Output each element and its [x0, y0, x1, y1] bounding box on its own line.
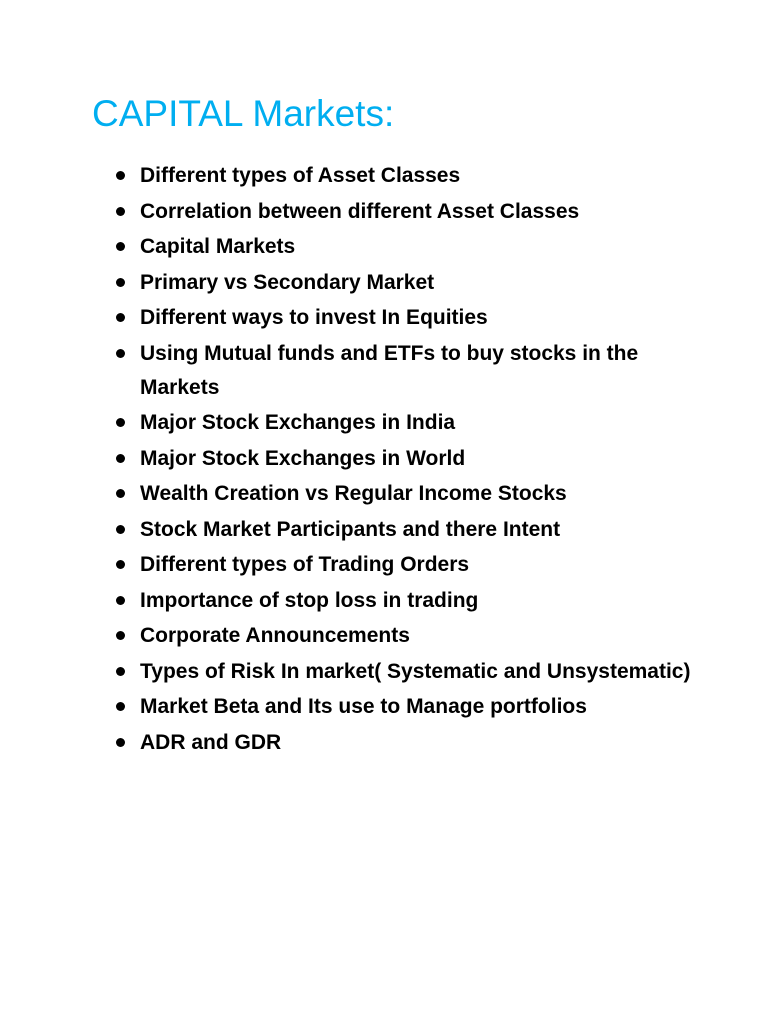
bullet-icon [116, 278, 125, 287]
list-item [112, 726, 692, 760]
list-item-text: Different types of Trading Orders [140, 553, 470, 576]
list-item-text: Types of Risk In market( Systematic and Unsystematic) [140, 659, 691, 683]
list-item [112, 584, 692, 618]
list-item-text: Wealth Creation vs Regular Income Stocks [140, 482, 567, 505]
bullet-icon [116, 207, 125, 216]
list-item [112, 230, 692, 264]
list-item [112, 690, 692, 724]
list-item-text: Major Stock Exchanges in India [140, 411, 456, 434]
bullet-icon [116, 489, 125, 498]
list-item [112, 548, 692, 582]
list-item [112, 195, 692, 229]
bullet-icon [116, 560, 125, 569]
bullet-icon [116, 313, 125, 322]
bullet-icon [116, 667, 125, 676]
list-item [112, 655, 692, 689]
list-item [112, 513, 692, 547]
list-item-text: Primary vs Secondary Market [140, 270, 435, 294]
list-item [112, 301, 692, 335]
list-item [112, 442, 692, 476]
list-item-text: Corporate Announcements [140, 624, 410, 647]
list-item-text: Importance of stop loss in trading [140, 588, 479, 612]
bullet-icon [116, 525, 125, 534]
list-item-text: Correlation between different Asset Classes [140, 199, 580, 223]
list-item [112, 619, 692, 653]
list-item-text: Different types of Asset Classes [140, 164, 461, 187]
bullet-icon [116, 631, 125, 640]
list-item-text: Different ways to invest In Equities [140, 306, 488, 329]
topic-list [112, 159, 692, 761]
bullet-icon [116, 454, 125, 463]
list-item-text: Using Mutual funds and ETFs to buy stocks in the Markets [140, 341, 639, 399]
page-title: CAPITAL Markets: [92, 93, 395, 134]
bullet-icon [116, 242, 125, 251]
list-item-text: Capital Markets [140, 235, 296, 258]
list-item [112, 477, 692, 511]
bullet-icon [116, 349, 125, 358]
bullet-icon [116, 738, 125, 747]
list-item-text: ADR and GDR [140, 730, 282, 754]
bullet-icon [116, 418, 125, 427]
bullet-icon [116, 171, 125, 180]
list-item [112, 337, 692, 405]
list-item-text: Stock Market Participants and there Intent [140, 517, 561, 541]
list-item [112, 406, 692, 440]
list-item-text: Market Beta and Its use to Manage portfolios [140, 695, 587, 718]
bullet-icon [116, 596, 125, 605]
list-item-text: Major Stock Exchanges in World [140, 446, 466, 470]
list-item [112, 159, 692, 193]
list-item [112, 266, 692, 300]
bullet-icon [116, 702, 125, 711]
